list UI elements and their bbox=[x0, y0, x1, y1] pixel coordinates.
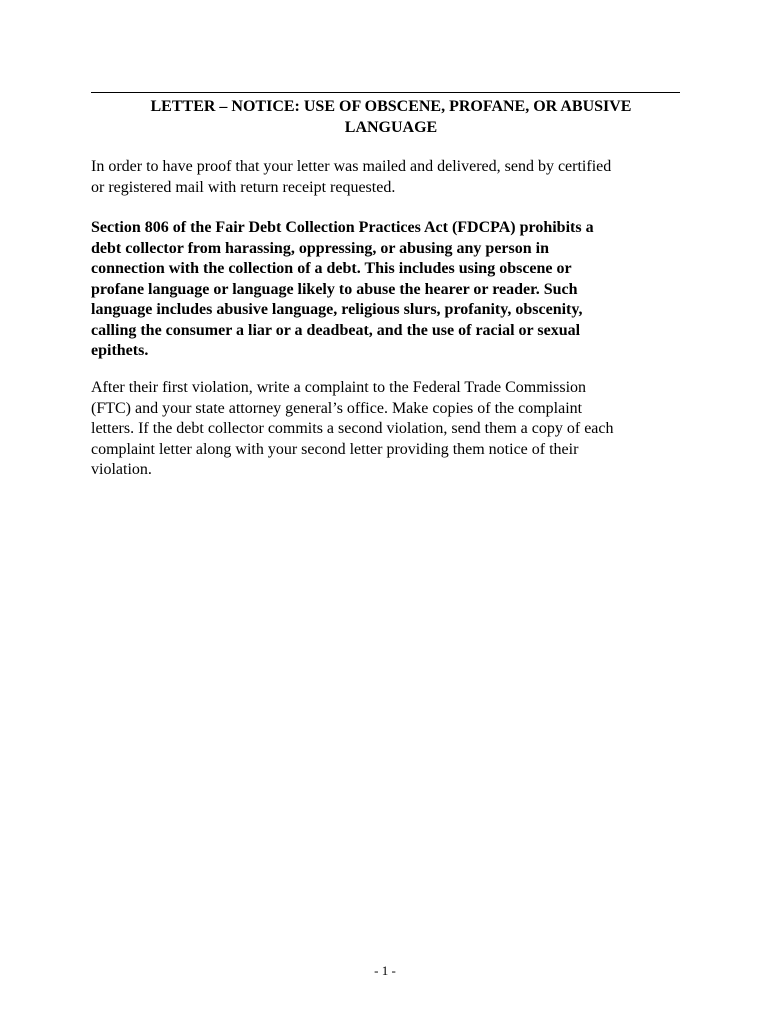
paragraph-line: In order to have proof that your letter was mailed and delivered, send by certified bbox=[91, 158, 612, 175]
paragraph-line: After their first violation, write a complaint to the Federal Trade Commission bbox=[91, 379, 587, 396]
paragraph-line: complaint letter along with your second letter providing them notice of their bbox=[91, 440, 579, 458]
fdcpa-section-paragraph bbox=[91, 218, 691, 362]
paragraph-line: profane language or language likely to abuse the hearer or reader. Such bbox=[91, 280, 578, 298]
paragraph-line: debt collector from harassing, oppressing, or abusing any person in bbox=[91, 239, 549, 257]
title-line: LANGUAGE bbox=[344, 119, 438, 136]
letter-title bbox=[91, 96, 691, 138]
paragraph-line: or registered mail with return receipt requested. bbox=[91, 178, 396, 196]
mailing-instructions-paragraph bbox=[91, 157, 691, 198]
paragraph-line: calling the consumer a liar or a deadbeat, and the use of racial or sexual bbox=[91, 321, 581, 339]
paragraph-line: (FTC) and your state attorney general’s office. Make copies of the complaint bbox=[91, 399, 583, 417]
page-number: - 1 - bbox=[374, 963, 396, 978]
paragraph-line: connection with the collection of a debt. This includes using obscene or bbox=[91, 260, 572, 277]
paragraph-line: letters. If the debt collector commits a second violation, send them a copy of each bbox=[91, 420, 614, 437]
paragraph-line: Section 806 of the Fair Debt Collection Practices Act (FDCPA) prohibits a bbox=[91, 219, 594, 236]
complaint-instructions-paragraph bbox=[91, 378, 691, 481]
paragraph-line: language includes abusive language, religious slurs, profanity, obscenity, bbox=[91, 301, 583, 318]
header-rule bbox=[91, 92, 680, 93]
paragraph-line: epithets. bbox=[91, 342, 149, 359]
title-line: LETTER – NOTICE: USE OF OBSCENE, PROFANE, OR ABUSIVE bbox=[150, 98, 632, 115]
paragraph-line: violation. bbox=[91, 461, 152, 478]
